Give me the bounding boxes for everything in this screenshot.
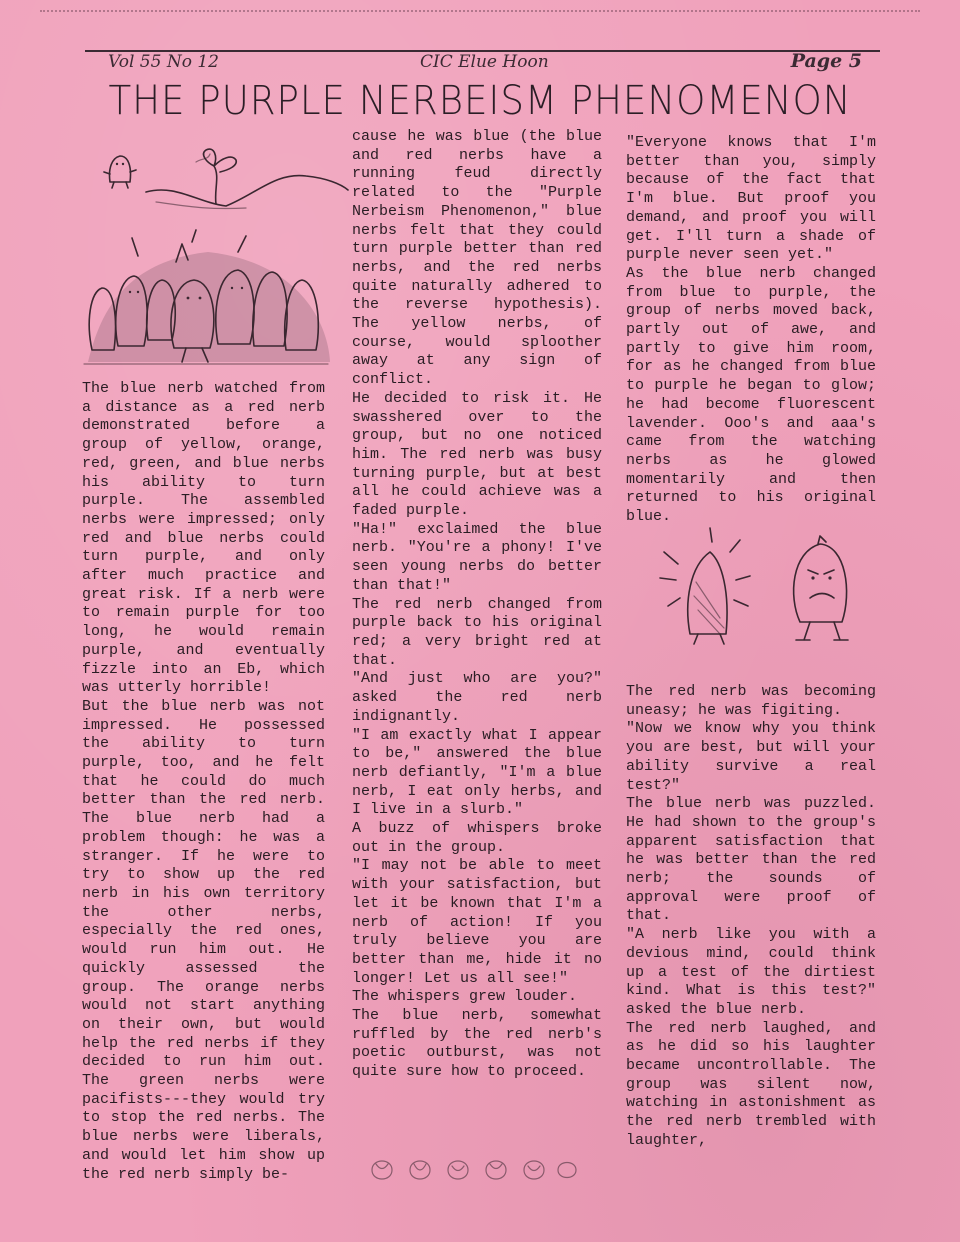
small-nerb-and-hill-sketch	[96, 132, 351, 212]
flower-doodles	[362, 1150, 582, 1190]
article-column-2: cause he was blue (the blue and red nerbs have a running feud directly related to the "Purple Nerbeism Phenomenon," blue nerbs felt that they could turn purple better than red nerbs, and the red nerbs quite naturally adhered to the reverse hypothesis). The yellow nerbs, of course, would sploother away at any sign of conflict. He decided to risk it. He swasshered over to the group, but no one noticed him. The red nerb was busy turning purple, but at best all he could achieve was a faded purple. "Ha!" exclaimed the blue nerb. "You're a phony! I've seen young nerbs do better than that!" The red nerb changed from purple back to his original red; a very bright red at that. "And just who are you?" asked the red nerb indignantly. "I am exactly what I appear to be," answered the blue nerb defiantly, "I'm a blue nerb, I eat only herbs, and I live in a slurb." A buzz of whispers broke out in the group. "I may not be able to meet with your satisfaction, but let it be known that I'm a nerb of action! If you truly believe you are better than me, hide it no longer! Let us all see!" The whispers grew louder. The blue nerb, somewhat ruffled by the red nerb's poetic outburst, was not quite sure how to proceed.	[352, 128, 602, 1081]
top-edge-smudge	[40, 0, 920, 12]
article-column-3-bottom: The red nerb was becoming uneasy; he was figiting. "Now we know why you think you are best, but will your ability survive a real test?" The blue nerb was puzzled. He had shown to the group's apparent satisfaction that he was better than the red nerb; the sounds of approval were proof of that. "A nerb like you with a devious mind, could think up a test of the dirtiest kind. What is this test?" asked the blue nerb. The red nerb laughed, and as he did so his laughter became uncontrollable. The group was silent now, watching in astonishment as the red nerb trembled with laughter,	[626, 683, 876, 1149]
page-header	[90, 52, 880, 78]
volume-number: Vol 55 No 12	[108, 52, 219, 72]
article-column-3-top: "Everyone knows that I'm better than you, simply because of the fact that I'm blue. But proof you demand, and proof you will get. I'll turn a shade of purple never seen yet." As the blue nerb changed from blue to purple, the group of nerbs moved back, partly out of awe, and partly to give him room, for as he changed from blue to purple he began to glow; he had become fluorescent lavender. Ooo's and aaa's came from the watching nerbs as he glowed momentarily and then returned to his original blue.	[626, 134, 876, 526]
page-number: Page 5	[790, 50, 862, 72]
newsletter-name: CIC Elue Hoon	[420, 52, 549, 72]
glowing-nerb-and-angry-nerb-sketch	[650, 522, 865, 650]
article-title: THE PURPLE NERBEISM PHENOMENON	[108, 78, 852, 124]
article-column-1: The blue nerb watched from a distance as a red nerb demonstrated before a group of yellow, orange, red, green, and blue nerbs his ability to turn purple. The assembled nerbs were impressed; only red and blue nerbs could turn purple, and only after much practice and great risk. If a nerb were to remain purple for too long, he would remain purple, and eventually fizzle into an Eb, which was utterly horrible! But the blue nerb was not impressed. He possessed the ability to turn purple, too, and he felt that he could do much better than the red nerb. The blue nerb had a problem though: he was a stranger. If he were to try to show up the red nerb in his own territory the other nerbs, especially the red ones, would run him out. He quickly assessed the group. The orange nerbs would not start anything on their own, but would help the red nerbs if they decided to run him out. The green nerbs were pacifists---they would try to stop the red nerbs. The blue nerbs were liberals, and would let him show up the red nerb simply be-	[82, 380, 325, 1183]
crowd-of-nerbs-sketch	[78, 222, 338, 372]
